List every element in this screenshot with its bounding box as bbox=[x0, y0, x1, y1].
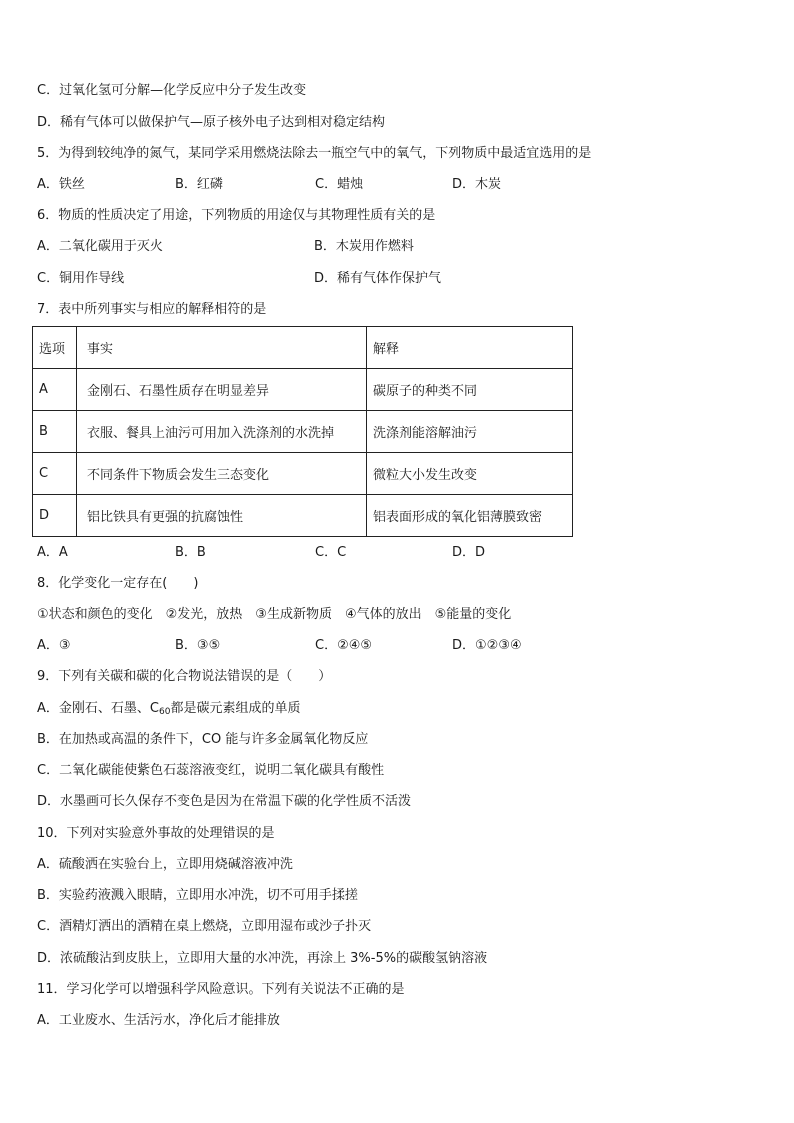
q7-stem: 7．表中所列事实与相应的解释相符的是 bbox=[37, 302, 267, 317]
q8-option-a: A．③ bbox=[37, 638, 71, 653]
q5-option-d: D．木炭 bbox=[452, 177, 502, 192]
table-cell: 微粒大小发生改变 bbox=[367, 453, 573, 495]
q9-option-a bbox=[37, 700, 300, 721]
q11-option-a: A．工业废水、生活污水，净化后才能排放 bbox=[37, 1013, 280, 1028]
q5-stem: 5．为得到较纯净的氮气，某同学采用燃烧法除去一瓶空气中的氧气，下列物质中最适宜选用的是 bbox=[37, 146, 592, 161]
q5-option-c: C．蜡烛 bbox=[315, 177, 364, 192]
table-cell: 铝比铁具有更强的抗腐蚀性 bbox=[77, 495, 367, 537]
table-cell: C bbox=[33, 453, 77, 495]
q8-option-c: C．②④⑤ bbox=[315, 638, 373, 653]
q6-option-d: D．稀有气体作保护气 bbox=[314, 271, 442, 286]
table-row bbox=[33, 411, 573, 453]
table-cell: D bbox=[33, 495, 77, 537]
q8-options bbox=[37, 637, 757, 655]
q6-option-b: B．木炭用作燃料 bbox=[314, 239, 414, 254]
q9-stem: 9．下列有关碳和碳的化合物说法错误的是（ ） bbox=[37, 669, 332, 684]
q8-option-d: D．①②③④ bbox=[452, 638, 522, 653]
q9-option-c: C．二氧化碳能使紫色石蕊溶液变红，说明二氧化碳具有酸性 bbox=[37, 763, 385, 778]
q9-option-d: D．水墨画可长久保存不变色是因为在常温下碳的化学性质不活泼 bbox=[37, 794, 412, 809]
q6-option-c: C．铜用作导线 bbox=[37, 271, 125, 286]
q10-stem: 10．下列对实验意外事故的处理错误的是 bbox=[37, 826, 275, 841]
q9-option-a-text: A．金刚石、石墨、C bbox=[37, 701, 159, 716]
q4-option-c: C．过氧化氢可分解—化学反应中分子发生改变 bbox=[37, 83, 307, 98]
q10-option-c: C．酒精灯洒出的酒精在桌上燃烧，立即用湿布或沙子扑灭 bbox=[37, 919, 372, 934]
q7-table bbox=[32, 326, 573, 537]
q6-option-a: A．二氧化碳用于灭火 bbox=[37, 239, 163, 254]
table-cell: B bbox=[33, 411, 77, 453]
q8-stem: 8．化学变化一定存在( ) bbox=[37, 576, 199, 591]
q6-stem: 6．物质的性质决定了用途，下列物质的用途仅与其物理性质有关的是 bbox=[37, 208, 436, 223]
q7-option-b: B．B bbox=[175, 545, 206, 560]
q5-option-b: B．红磷 bbox=[175, 177, 223, 192]
q7-option-d: D．D bbox=[452, 545, 486, 560]
q9-option-a-rest: 都是碳元素组成的单质 bbox=[170, 701, 301, 716]
table-cell: 衣服、餐具上油污可用加入洗涤剂的水洗掉 bbox=[77, 411, 367, 453]
q9-option-a-subscript: 60 bbox=[158, 707, 171, 717]
q5-options bbox=[37, 176, 757, 194]
table-cell: 铝表面形成的氧化铝薄膜致密 bbox=[367, 495, 573, 537]
q6-options-row2 bbox=[37, 270, 757, 288]
q11-stem: 11．学习化学可以增强科学风险意识。下列有关说法不正确的是 bbox=[37, 982, 405, 997]
table-header-cell: 选项 bbox=[33, 327, 77, 369]
table-cell: 不同条件下物质会发生三态变化 bbox=[77, 453, 367, 495]
q7-option-c: C．C bbox=[315, 545, 347, 560]
q10-option-a: A．硫酸洒在实验台上，立即用烧碱溶液冲洗 bbox=[37, 857, 293, 872]
q7-option-a: A．A bbox=[37, 545, 68, 560]
table-cell: 金刚石、石墨性质存在明显差异 bbox=[77, 369, 367, 411]
table-header-row bbox=[33, 327, 573, 369]
q6-options-row1 bbox=[37, 238, 757, 256]
q9-option-b: B．在加热或高温的条件下，CO 能与许多金属氧化物反应 bbox=[37, 732, 369, 747]
q8-items: ①状态和颜色的变化 ②发光，放热 ③生成新物质 ④气体的放出 ⑤能量的变化 bbox=[37, 607, 512, 622]
table-cell: 洗涤剂能溶解油污 bbox=[367, 411, 573, 453]
table-header-cell: 解释 bbox=[367, 327, 573, 369]
q10-option-b: B．实验药液溅入眼睛，立即用水冲洗，切不可用手揉搓 bbox=[37, 888, 358, 903]
q10-option-d: D．浓硫酸沾到皮肤上，立即用大量的水冲洗，再涂上 3%-5%的碳酸氢钠溶液 bbox=[37, 951, 488, 966]
q8-option-b: B．③⑤ bbox=[175, 638, 221, 653]
q7-options bbox=[37, 544, 757, 562]
table-cell: A bbox=[33, 369, 77, 411]
table-row bbox=[33, 453, 573, 495]
table-row bbox=[33, 369, 573, 411]
table-header-cell: 事实 bbox=[77, 327, 367, 369]
q4-option-d: D．稀有气体可以做保护气—原子核外电子达到相对稳定结构 bbox=[37, 115, 386, 130]
table-row bbox=[33, 495, 573, 537]
table-cell: 碳原子的种类不同 bbox=[367, 369, 573, 411]
q5-option-a: A．铁丝 bbox=[37, 177, 85, 192]
